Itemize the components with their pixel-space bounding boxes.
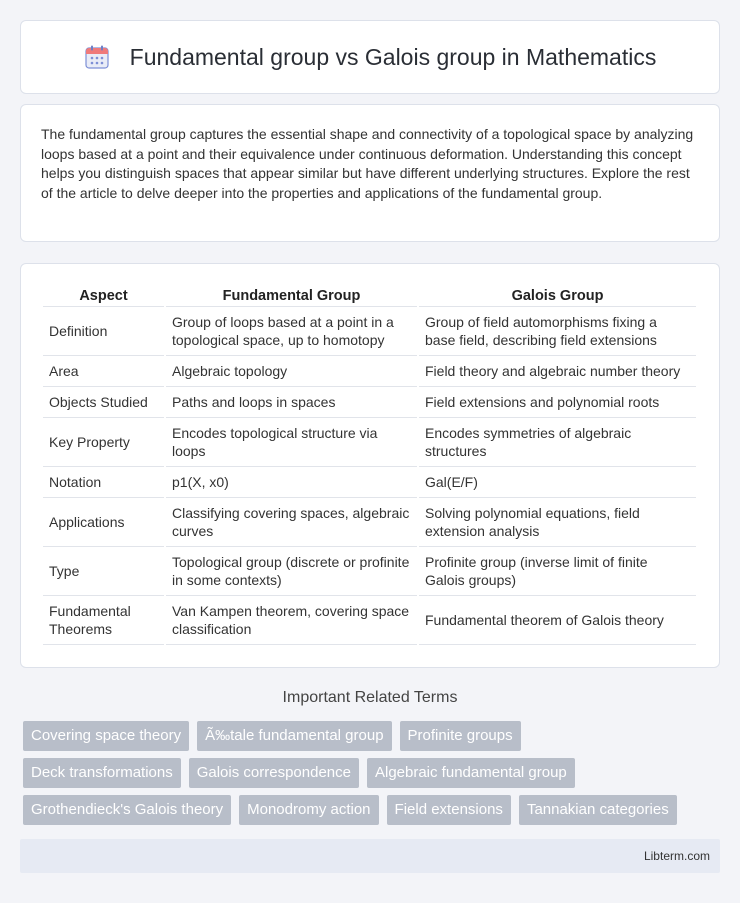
table-cell: Key Property bbox=[43, 418, 164, 467]
table-cell: Notation bbox=[43, 467, 164, 498]
table-cell: Topological group (discrete or profinite in some contexts) bbox=[166, 547, 417, 596]
table-cell: p1(X, x0) bbox=[166, 467, 417, 498]
table-cell: Definition bbox=[43, 307, 164, 356]
table-row bbox=[43, 387, 696, 418]
column-header-fundamental-group: Fundamental Group bbox=[166, 284, 417, 307]
related-term-tag[interactable]: Ã‰tale fundamental group bbox=[197, 721, 391, 751]
tag-row bbox=[23, 721, 723, 751]
table-cell: Field extensions and polynomial roots bbox=[419, 387, 696, 418]
related-term-tag[interactable]: Galois correspondence bbox=[189, 758, 359, 788]
column-header-aspect: Aspect bbox=[43, 284, 164, 307]
related-term-tag[interactable]: Tannakian categories bbox=[519, 795, 677, 825]
table-cell: Field theory and algebraic number theory bbox=[419, 356, 696, 387]
table-row bbox=[43, 596, 696, 645]
table-header-row bbox=[43, 284, 696, 307]
related-terms-title: Important Related Terms bbox=[282, 689, 458, 706]
table-row bbox=[43, 307, 696, 356]
related-term-tag[interactable]: Profinite groups bbox=[400, 721, 521, 751]
table-row bbox=[43, 547, 696, 596]
table-cell: Type bbox=[43, 547, 164, 596]
table-cell: Classifying covering spaces, algebraic curves bbox=[166, 498, 417, 547]
page-title: Fundamental group vs Galois group in Mathematics bbox=[129, 43, 657, 70]
related-term-tag[interactable]: Field extensions bbox=[387, 795, 511, 825]
footer-site-link[interactable]: Libterm.com bbox=[643, 849, 710, 863]
table-row bbox=[43, 356, 696, 387]
tag-row bbox=[23, 758, 723, 788]
table-cell: Gal(E/F) bbox=[419, 467, 696, 498]
calendar-icon bbox=[84, 44, 110, 70]
table-cell: Group of field automorphisms fixing a base field, describing field extensions bbox=[419, 307, 696, 356]
table-cell: Encodes symmetries of algebraic structures bbox=[419, 418, 696, 467]
related-term-tag[interactable]: Covering space theory bbox=[23, 721, 189, 751]
related-terms-list bbox=[23, 721, 723, 832]
table-row bbox=[43, 418, 696, 467]
table-cell: Algebraic topology bbox=[166, 356, 417, 387]
table-cell: Van Kampen theorem, covering space classification bbox=[166, 596, 417, 645]
related-term-tag[interactable]: Grothendieck's Galois theory bbox=[23, 795, 231, 825]
title-wrap bbox=[84, 44, 657, 71]
header-card bbox=[20, 20, 720, 94]
table-cell: Profinite group (inverse limit of finite Galois groups) bbox=[419, 547, 696, 596]
comparison-card bbox=[20, 263, 720, 668]
table-row bbox=[43, 467, 696, 498]
column-header-galois-group: Galois Group bbox=[419, 284, 696, 307]
intro-card bbox=[20, 104, 720, 242]
table-cell: Group of loops based at a point in a topological space, up to homotopy bbox=[166, 307, 417, 356]
footer bbox=[20, 839, 720, 873]
table-cell: Paths and loops in spaces bbox=[166, 387, 417, 418]
comparison-table bbox=[41, 284, 698, 645]
table-cell: Fundamental theorem of Galois theory bbox=[419, 596, 696, 645]
table-row bbox=[43, 498, 696, 547]
intro-paragraph: The fundamental group captures the essential shape and connectivity of a topological space by analyzing loops based at a point and their equivalence under continuous deformation. Understanding this concept helps you distinguish spaces that appear similar but have different underlying structures. Explore the rest of the article to delve deeper into the properties and applications of the fundamental group. bbox=[41, 126, 694, 201]
table-cell: Applications bbox=[43, 498, 164, 547]
related-term-tag[interactable]: Algebraic fundamental group bbox=[367, 758, 575, 788]
related-term-tag[interactable]: Deck transformations bbox=[23, 758, 181, 788]
table-cell: Area bbox=[43, 356, 164, 387]
tag-row bbox=[23, 795, 723, 825]
related-term-tag[interactable]: Monodromy action bbox=[239, 795, 378, 825]
table-cell: Solving polynomial equations, field extension analysis bbox=[419, 498, 696, 547]
table-cell: Objects Studied bbox=[43, 387, 164, 418]
table-cell: Fundamental Theorems bbox=[43, 596, 164, 645]
table-cell: Encodes topological structure via loops bbox=[166, 418, 417, 467]
